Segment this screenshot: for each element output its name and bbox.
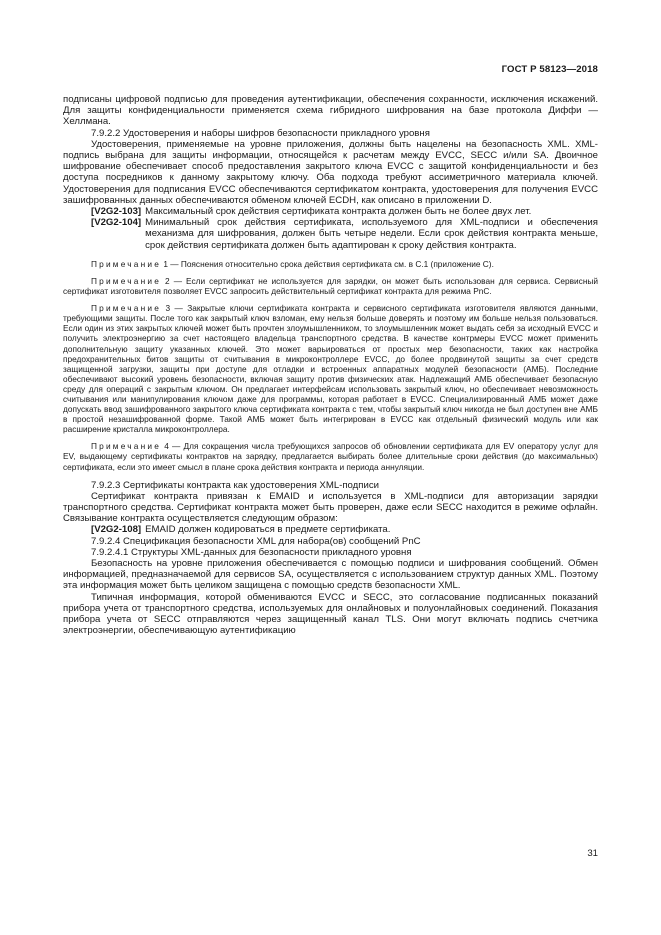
note-text: 2 — Если сертификат не используется для зарядки, он может быть использован для сервиса. Сервисный сертификат изготовителя позволяет EVCC запросить действительный сертификат контракта для режима PnC. <box>63 275 598 297</box>
requirement-text: Максимальный срок действия сертификата контракта должен быть не более двух лет. <box>145 206 532 218</box>
requirement-v2g2-104 <box>63 217 598 251</box>
note-label: Примечание <box>91 258 162 269</box>
standard-header: ГОСТ Р 58123—2018 <box>501 64 598 75</box>
requirement-v2g2-103 <box>63 206 598 217</box>
requirement-code: [V2G2-108] <box>91 524 142 536</box>
section-heading-7-9-2-3: 7.9.2.3 Сертификаты контракта как удостоверения XML-подписи <box>91 479 379 491</box>
note-text: 1 — Пояснения относительно срока действия сертификата см. в С.1 (приложение С). <box>161 258 494 269</box>
paragraph-application-security: Безопасность на уровне приложения обеспечивается с помощью подписи и шифрования сообщений. Обмен информацией, предназначаемой для сервисов SA, осуществляется с использованием структур данных XML. Поэтому эта информация может быть целиком защищена с помощью средств безопасности XML. <box>63 558 598 592</box>
note-4 <box>63 441 598 471</box>
note-1 <box>63 259 598 269</box>
paragraph-credentials: Удостоверения, применяемые на уровне приложения, должны быть нацелены на безопасность XML. XML-подпись выбрана для защиты информации, относящейся к расчетам между EVCC, SECC и/или SA. Двоичное шифрование обеспечивает способ предоставления закрытого ключа EVCC с защитой конфиденциальности и без доступа посредников к данному закрытому ключу. Оба подхода требуют ассиметричного материала ключей. Удостоверения для подписания EVCC обеспечиваются сертификатом контракта, удостоверения для получения EVCC зашифрованных данных обеспечиваются обменом ключей ECDH, как описано в приложении D. <box>63 138 598 206</box>
section-heading-7-9-2-2: 7.9.2.2 Удостоверения и наборы шифров безопасности прикладного уровня <box>91 127 430 139</box>
requirement-code: [V2G2-103] <box>91 206 142 218</box>
section-heading-7-9-2-4: 7.9.2.4 Спецификация безопасности XML для набора(ов) сообщений PnC <box>91 535 421 547</box>
note-label: Примечание <box>91 275 162 286</box>
note-3 <box>63 303 598 434</box>
requirement-text: EMAID должен кодироваться в предмете сертификата. <box>145 524 391 536</box>
section-heading-7-9-2-4-1: 7.9.2.4.1 Структуры XML-данных для безопасности прикладного уровня <box>91 546 412 558</box>
page-number: 31 <box>587 848 598 859</box>
paragraph-contract-certificate: Сертификат контракта привязан к EMAID и используется в XML-подписи для авторизации зарядки транспортного средства. Сертификат контракта может быть проверен, даже если SECC находится в режиме офлайн. Связывание контракта осуществляется следующим образом: <box>63 490 598 525</box>
requirement-v2g2-108 <box>63 524 598 535</box>
document-body <box>63 94 598 636</box>
note-2 <box>63 276 598 296</box>
paragraph-continuation: подписаны цифровой подписью для проведения аутентификации, обеспечения сохранности, исключения искажений. Для защиты конфиденциальности применяется схема гибридного шифрования на базе протокола Диффи — Хеллмана. <box>63 94 598 128</box>
note-text: 4 — Для сокращения числа требующихся запросов об обновлении сертификата для EV оператору услуг для EV, выдающему сертификаты контрактов на зарядку, предлагается выбирать более длительные сроки действия (до максимальных) сертификата, если это имеет смысл в плане срока действия контракта и периода аннуляции. <box>63 441 598 472</box>
note-label: Примечание <box>91 441 162 452</box>
note-text: 3 — Закрытые ключи сертификата контракта и сервисного сертификата изготовителя являются данными, требующими защиты. После того как закрытый ключ взломан, ему нельзя больше доверять и поэтому им больше нельзя пользоваться. Если один из этих закрытых ключей может быть прочтен злоумышленником, то злоумышленник может выдать себя за исходный EVCC и получить электроэнергию за счет настоящего владельца транспортного средства. В качестве контрмеры EVCC может применить дополнительную защиту указанных ключей. Это может варьироваться от простых мер безопасности, таких как настройка предохранительных битов защиты от считывания в микроконтроллере EVCC, до более продвинутой защиты за счет средств защищенной загрузки, защиты при доступе для отладки и встроенных аппаратных модулей безопасности (АМБ). Последние обеспечивают высокий уровень безопасности, включая защиту против физических атак. Надлежащий АМБ обеспечивает безопасную среду для операций с закрытым ключом. Он предлагает интерфейсам использовать закрытый ключ, но обеспечивает невозможность считывания или манипулирования ключом даже для программы, которая работает в EVCC. Специализированный АМБ может даже допускать ввод зашифрованного закрытого ключа сертификата контракта с тем, чтобы закрытый ключ никогда не был доступен вне АМБ в простой незашифрованной форме. Такой АМБ может быть интегрирован в EVCC как отдельный физический модуль или как расширение кристалла микроконтроллера. <box>63 303 598 435</box>
requirement-text: Минимальный срок действия сертификата, используемого для XML-подписи и обеспечения механизма для шифрования, должен быть четыре недели. Если срок действия контракта меньше, срок действия сертификата должен быть адаптирован к сроку действия контракта. <box>145 217 598 251</box>
requirement-code: [V2G2-104] <box>91 217 142 229</box>
paragraph-meter-readings: Типичная информация, которой обмениваются EVCC и SECC, это согласование подписанных показаний прибора учета от транспортного средства, используемых для онлайновых и полуонлайновых соединений. Показания прибора учета от SECC отправляются через защищенный канал TLS. Они могут включать подпись счетчика электроэнергии, обеспечивающую аутентификацию <box>63 591 598 637</box>
note-label: Примечание <box>91 303 162 314</box>
